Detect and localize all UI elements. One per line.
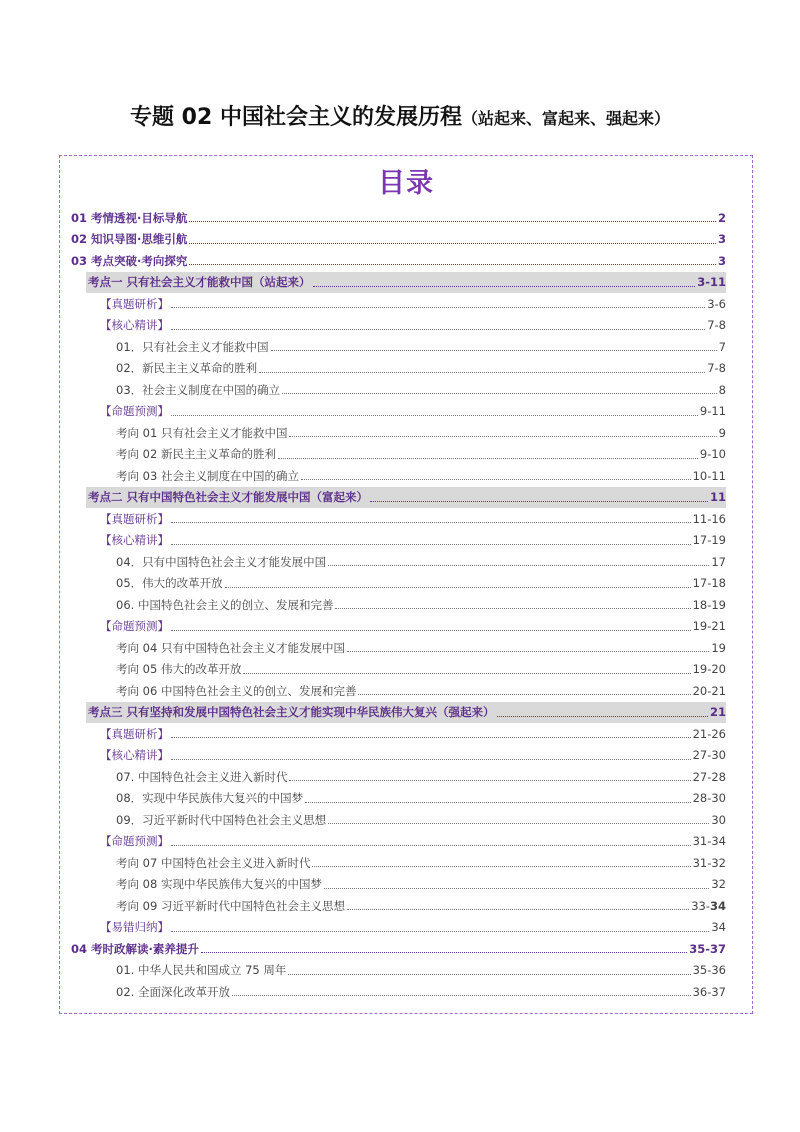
toc-entry-item[interactable] — [60, 680, 752, 702]
toc-entry-item[interactable] — [60, 766, 752, 788]
toc-dot-leader — [497, 716, 708, 717]
toc-entry-page-number: 9 — [718, 425, 726, 440]
toc-entry-page-number: 7 — [718, 339, 726, 354]
toc-entry-label: 01. 中华人民共和国成立 75 周年 — [116, 963, 287, 978]
toc-entry-page-number: 35-36 — [692, 963, 726, 978]
toc-dot-leader — [271, 350, 717, 351]
toc-dot-leader — [288, 974, 690, 975]
toc-dot-leader — [347, 909, 689, 910]
document-title — [0, 100, 800, 131]
toc-entry-page-number: 20-21 — [692, 683, 726, 698]
toc-entry-page-number: 7-8 — [707, 361, 726, 376]
toc-list — [60, 207, 752, 1003]
toc-entry-page — [693, 684, 726, 698]
toc-entry-label: 考向 01 只有社会主义才能救中国 — [116, 425, 288, 440]
toc-entry-page — [693, 748, 726, 762]
document-title-main: 专题 02 中国社会主义的发展历程 — [130, 105, 462, 130]
toc-entry-section[interactable] — [60, 831, 752, 853]
toc-entry-page-number: 10-11 — [692, 468, 726, 483]
toc-entry-part[interactable] — [60, 229, 752, 251]
toc-entry-label: 【命题预测】 — [100, 404, 169, 419]
toc-dot-leader — [243, 673, 690, 674]
toc-dot-leader — [201, 952, 687, 953]
toc-entry-topic[interactable] — [86, 487, 726, 509]
toc-entry-page — [693, 512, 726, 526]
toc-entry-page — [693, 985, 726, 999]
toc-entry-label: 05．伟大的改革开放 — [116, 576, 223, 591]
toc-entry-page-number: 31-32 — [692, 855, 726, 870]
toc-entry-label: 考点一 只有社会主义才能救中国（站起来） — [88, 275, 311, 290]
toc-entry-page-number: 17-18 — [692, 576, 726, 591]
toc-dot-leader — [171, 415, 698, 416]
toc-entry-page-number: 35-37 — [689, 941, 726, 956]
toc-entry-label: 04．只有中国特色社会主义才能发展中国 — [116, 554, 327, 569]
toc-entry-page-number: 7-8 — [707, 318, 726, 333]
toc-dot-leader — [312, 866, 690, 867]
toc-entry-page — [711, 813, 726, 827]
toc-entry-page — [710, 705, 726, 719]
toc-entry-page-number: 19 — [711, 640, 726, 655]
toc-entry-page — [719, 340, 726, 354]
toc-entry-label: 04 考时政解读·素养提升 — [71, 941, 199, 956]
toc-entry-section[interactable] — [60, 745, 752, 767]
toc-entry-item[interactable] — [60, 573, 752, 595]
toc-dot-leader — [189, 243, 716, 244]
toc-entry-label: 06. 中国特色社会主义的创立、发展和完善 — [116, 597, 334, 612]
toc-dot-leader — [347, 651, 709, 652]
toc-entry-page — [718, 211, 726, 225]
toc-entry-page — [718, 232, 726, 246]
toc-entry-page-number: 28-30 — [692, 791, 726, 806]
toc-entry-page — [711, 877, 726, 891]
toc-entry-label: 01．只有社会主义才能救中国 — [116, 339, 269, 354]
toc-entry-item[interactable] — [60, 422, 752, 444]
toc-entry-page-number: 36-37 — [692, 984, 726, 999]
toc-entry-label: 考点二 只有中国特色社会主义才能发展中国（富起来） — [88, 490, 369, 505]
toc-dot-leader — [259, 372, 705, 373]
toc-entry-page — [693, 598, 726, 612]
toc-entry-page-number: 33- — [691, 898, 710, 913]
toc-dot-leader — [232, 995, 691, 996]
toc-entry-page — [693, 469, 726, 483]
toc-entry-item[interactable] — [60, 960, 752, 982]
toc-entry-item[interactable] — [60, 444, 752, 466]
toc-entry-page — [693, 619, 726, 633]
toc-entry-label: 考向 06 中国特色社会主义的创立、发展和完善 — [116, 683, 357, 698]
toc-entry-page — [719, 426, 726, 440]
toc-entry-page-number: 3-6 — [707, 296, 726, 311]
toc-entry-page-number: 27-30 — [692, 748, 726, 763]
toc-entry-item[interactable] — [60, 809, 752, 831]
toc-entry-label: 02. 全面深化改革开放 — [116, 984, 230, 999]
toc-entry-topic[interactable] — [86, 702, 726, 724]
toc-entry-label: 考点三 只有坚持和发展中国特色社会主义才能实现中华民族伟大复兴（强起来） — [88, 705, 495, 720]
toc-entry-item[interactable] — [60, 852, 752, 874]
toc-entry-section[interactable] — [60, 723, 752, 745]
toc-entry-page-number: 3 — [717, 232, 726, 247]
toc-entry-item[interactable] — [60, 788, 752, 810]
toc-entry-label: 02 知识导图·思维引航 — [71, 232, 188, 247]
toc-entry-page — [711, 920, 726, 934]
toc-entry-topic[interactable] — [86, 272, 726, 294]
toc-entry-page — [693, 770, 726, 784]
toc-dot-leader — [171, 845, 691, 846]
toc-entry-label: 07. 中国特色社会主义进入新时代 — [116, 769, 288, 784]
toc-entry-page-number: 19-21 — [692, 619, 726, 634]
toc-entry-item[interactable] — [60, 637, 752, 659]
toc-entry-page — [693, 576, 726, 590]
toc-entry-page — [689, 942, 726, 956]
toc-entry-page — [693, 662, 726, 676]
toc-entry-item[interactable] — [60, 379, 752, 401]
toc-entry-page-number: 31-34 — [692, 834, 726, 849]
toc-entry-page-number: 3 — [717, 253, 726, 268]
toc-entry-page-number: 21 — [709, 705, 726, 720]
toc-entry-label: 03 考点突破·考向探究 — [71, 253, 188, 268]
toc-entry-page-number: 11 — [709, 490, 726, 505]
toc-entry-item[interactable] — [60, 594, 752, 616]
toc-dot-leader — [278, 458, 698, 459]
toc-dot-leader — [171, 307, 705, 308]
toc-entry-section[interactable] — [60, 530, 752, 552]
toc-entry-page-number: 32 — [711, 877, 726, 892]
toc-entry-label: 【核心精讲】 — [100, 318, 169, 333]
toc-dot-leader — [225, 587, 691, 588]
toc-entry-item[interactable] — [60, 465, 752, 487]
toc-dot-leader — [370, 501, 708, 502]
toc-entry-part[interactable] — [60, 250, 752, 272]
toc-entry-page — [691, 899, 726, 913]
toc-entry-label: 【命题预测】 — [100, 619, 169, 634]
toc-entry-label: 【命题预测】 — [100, 834, 169, 849]
toc-entry-label: 09．习近平新时代中国特色社会主义思想 — [116, 812, 327, 827]
toc-dot-leader — [282, 393, 717, 394]
toc-dot-leader — [305, 802, 690, 803]
document-title-subtitle: （站起来、富起来、强起来） — [461, 109, 670, 128]
toc-entry-page — [707, 297, 726, 311]
toc-entry-section[interactable] — [60, 508, 752, 530]
toc-entry-page-number: 21-26 — [692, 726, 726, 741]
toc-entry-label: 考向 05 伟大的改革开放 — [116, 662, 242, 677]
toc-entry-label: 考向 07 中国特色社会主义进入新时代 — [116, 855, 311, 870]
toc-entry-page — [693, 727, 726, 741]
toc-entry-page-number: 34 — [711, 920, 726, 935]
toc-entry-page — [693, 856, 726, 870]
toc-entry-section[interactable] — [60, 401, 752, 423]
toc-entry-page — [700, 404, 726, 418]
toc-entry-label: 08．实现中华民族伟大复兴的中国梦 — [116, 791, 304, 806]
toc-entry-page-number: 17 — [711, 554, 726, 569]
toc-entry-page-number-end: 34 — [709, 898, 726, 913]
toc-entry-page-number: 27-28 — [692, 769, 726, 784]
toc-dot-leader — [171, 329, 705, 330]
toc-dot-leader — [171, 522, 691, 523]
toc-entry-page — [700, 447, 726, 461]
toc-entry-page-number: 9-11 — [699, 404, 726, 419]
toc-dot-leader — [324, 888, 709, 889]
toc-entry-label: 【真题研析】 — [100, 511, 169, 526]
toc-dot-leader — [171, 544, 691, 545]
toc-entry-label: 03．社会主义制度在中国的确立 — [116, 382, 281, 397]
toc-entry-section[interactable] — [60, 315, 752, 337]
toc-entry-page — [707, 318, 726, 332]
toc-entry-item[interactable] — [60, 895, 752, 917]
toc-entry-item[interactable] — [60, 358, 752, 380]
toc-entry-page-number: 30 — [711, 812, 726, 827]
toc-entry-section[interactable] — [60, 917, 752, 939]
toc-entry-item[interactable] — [60, 336, 752, 358]
toc-dot-leader — [328, 565, 709, 566]
toc-entry-label: 考向 02 新民主主义革命的胜利 — [116, 447, 276, 462]
toc-entry-item[interactable] — [60, 551, 752, 573]
toc-dot-leader — [358, 694, 690, 695]
toc-entry-label: 【真题研析】 — [100, 296, 169, 311]
toc-entry-page-number: 8 — [718, 382, 726, 397]
toc-heading: 目录 — [378, 168, 434, 199]
toc-entry-label: 【真题研析】 — [100, 726, 169, 741]
toc-entry-page-number: 9-10 — [699, 447, 726, 462]
toc-entry-page — [718, 254, 726, 268]
toc-entry-page — [719, 383, 726, 397]
toc-entry-label: 考向 08 实现中华民族伟大复兴的中国梦 — [116, 877, 322, 892]
toc-entry-label: 02．新民主主义革命的胜利 — [116, 361, 258, 376]
toc-entry-page-number: 19-20 — [692, 662, 726, 677]
toc-entry-page — [693, 834, 726, 848]
toc-entry-label: 01 考情透视·目标导航 — [71, 210, 188, 225]
toc-dot-leader — [335, 608, 690, 609]
toc-dot-leader — [171, 630, 691, 631]
toc-entry-label: 【核心精讲】 — [100, 533, 169, 548]
toc-entry-section[interactable] — [60, 616, 752, 638]
table-of-contents-box — [59, 155, 753, 1014]
toc-entry-item[interactable] — [60, 659, 752, 681]
toc-dot-leader — [189, 264, 716, 265]
toc-entry-item[interactable] — [60, 981, 752, 1003]
toc-dot-leader — [289, 436, 716, 437]
toc-entry-page — [707, 361, 726, 375]
toc-entry-page — [693, 791, 726, 805]
toc-dot-leader — [171, 931, 709, 932]
toc-entry-page — [711, 641, 726, 655]
toc-entry-page-number: 17-19 — [692, 533, 726, 548]
toc-dot-leader — [328, 823, 709, 824]
toc-entry-page — [693, 533, 726, 547]
toc-dot-leader — [313, 286, 696, 287]
toc-entry-part[interactable] — [60, 938, 752, 960]
toc-dot-leader — [189, 221, 716, 222]
toc-entry-part[interactable] — [60, 207, 752, 229]
toc-entry-label: 考向 09 习近平新时代中国特色社会主义思想 — [116, 898, 345, 913]
toc-entry-label: 考向 03 社会主义制度在中国的确立 — [116, 468, 299, 483]
toc-entry-section[interactable] — [60, 293, 752, 315]
toc-entry-label: 【易错归纳】 — [100, 920, 169, 935]
toc-entry-page — [710, 490, 726, 504]
toc-dot-leader — [171, 759, 691, 760]
toc-entry-page — [697, 275, 726, 289]
toc-entry-page — [693, 963, 726, 977]
toc-entry-page-number: 18-19 — [692, 597, 726, 612]
toc-dot-leader — [171, 737, 691, 738]
toc-entry-label: 【核心精讲】 — [100, 748, 169, 763]
toc-entry-page-number: 11-16 — [692, 511, 726, 526]
toc-entry-page-number: 3-11 — [697, 275, 726, 290]
toc-entry-page — [711, 555, 726, 569]
toc-entry-label: 考向 04 只有中国特色社会主义才能发展中国 — [116, 640, 345, 655]
toc-entry-item[interactable] — [60, 874, 752, 896]
toc-entry-page-number: 2 — [717, 210, 726, 225]
toc-dot-leader — [301, 479, 691, 480]
toc-dot-leader — [289, 780, 690, 781]
